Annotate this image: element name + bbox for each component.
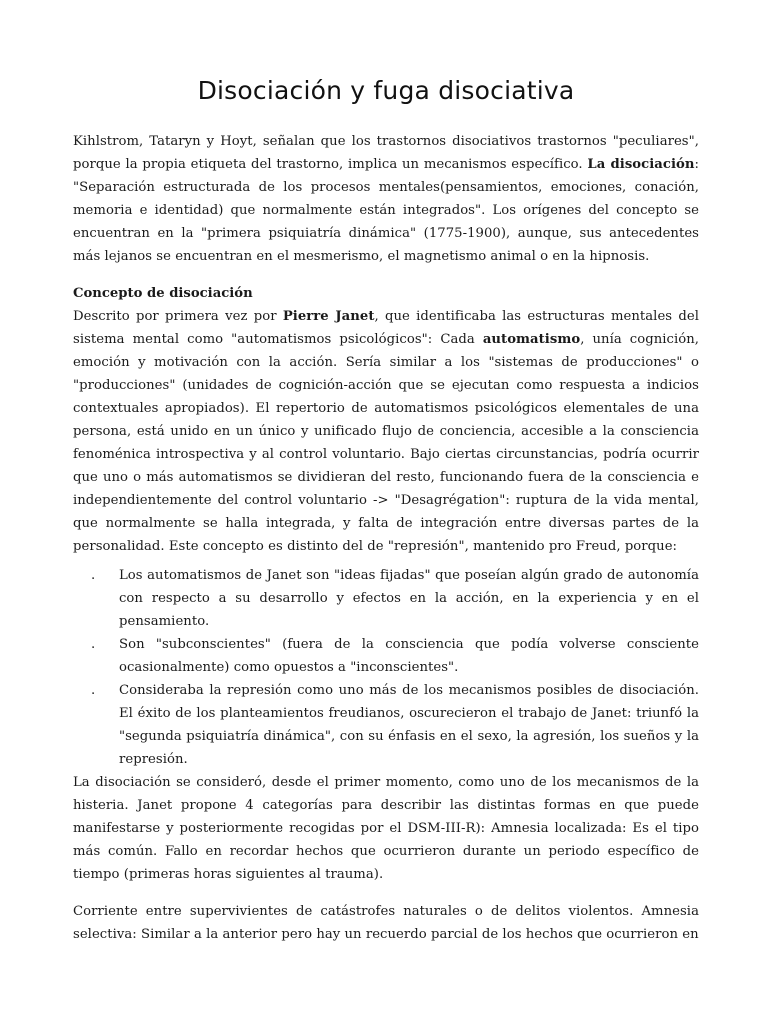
intro-text-2: : "Separación estructurada de los procesos mentales(pensamientos, emociones, conación, memoria e identidad) que normalmente están integrados". Los orígenes del concepto se encuentran en la "primera psiquiatría dinámica" (1775-1900), aunque, sus antecedentes más lejanos se encuentran en el mesmerismo, el magnetismo animal o en la hipnosis. (73, 157, 699, 264)
concept-text-1: Descrito por primera vez por (73, 309, 283, 324)
intro-paragraph (73, 130, 699, 268)
paragraph-gap (73, 268, 699, 282)
list-item-text: Consideraba la represión como uno más de los mecanismos posibles de disociación. El éxito de los planteamientos freudianos, oscurecieron el trabajo de Janet: triunfó la "segunda psiquiatría dinámica", con su énfasis en el sexo, la agresión, los sueños y la represión. (119, 683, 699, 767)
list-item (91, 564, 699, 633)
last-paragraph: Corriente entre supervivientes de catástrofes naturales o de delitos violentos. Amnesia selectiva: Similar a la anterior pero hay un recuerdo parcial de los hechos que ocurrieron en (73, 904, 699, 942)
concept-bold-name: Pierre Janet (282, 309, 375, 324)
list-item-text: Los automatismos de Janet son "ideas fijadas" que poseían algún grado de autonomía con respecto a su desarrollo y efectos en la acción, en la experiencia y en el pensamiento. (119, 568, 699, 629)
concept-text-3: , unía cognición, emoción y motivación con la acción. Sería similar a los "sistemas de producciones" o "producciones" (unidades de cognición-acción que se ejecutan como respuesta a indicios contextuales apropiados). El repertorio de automatismos psicológicos elementales de una persona, está unido en un único y unificado flujo de conciencia, accesible a la consciencia fenoménica introspectiva y al control voluntario. Bajo ciertas circunstancias, podría ocurrir que uno o más automatismos se dividieran del resto, funcionando fuera de la consciencia e independientemente del control voluntario -> "Desagrégation": ruptura de la vida mental, que normalmente se halla integrada, y falta de integración entre diversas partes de la personalidad. Este concepto es distinto del de "represión", mantenido pro Freud, porque: (73, 332, 699, 554)
intro-bold-term: La disociación (587, 157, 695, 172)
paragraph-gap (73, 886, 699, 900)
list-item (91, 679, 699, 771)
document-page (73, 76, 699, 946)
bullet-marker: . (91, 683, 96, 698)
concept-bold-term: automatismo (482, 332, 581, 347)
list-item (91, 633, 699, 679)
section-heading: Concepto de disociación (73, 286, 253, 301)
bullet-marker: . (91, 637, 96, 652)
concept-text-2: , que identificaba las estructuras mentales del sistema mental como "automatismos psicológicos": Cada (73, 309, 699, 347)
hysteria-paragraph: La disociación se consideró, desde el primer momento, como uno de los mecanismos de la histeria. Janet propone 4 categorías para describir las distintas formas en que puede manifestarse y posteriormente recogidas por el DSM-III-R): Amnesia localizada: Es el tipo más común. Fallo en recordar hechos que ocurrieron durante un periodo específico de tiempo (primeras horas siguientes al trauma). (73, 775, 699, 882)
intro-text-1: Kihlstrom, Tataryn y Hoyt, señalan que los trastornos disociativos trastornos "peculiares", porque la propia etiqueta del trastorno, implica un mecanismos específico. (73, 134, 699, 172)
concept-paragraph (73, 305, 699, 558)
bullet-marker: . (91, 568, 96, 583)
list-item-text: Son "subconscientes" (fuera de la consciencia que podía volverse consciente ocasionalmente) como opuestos a "inconscientes". (119, 637, 699, 675)
document-title: Disociación y fuga disociativa (197, 76, 575, 105)
bullet-list (73, 564, 699, 771)
